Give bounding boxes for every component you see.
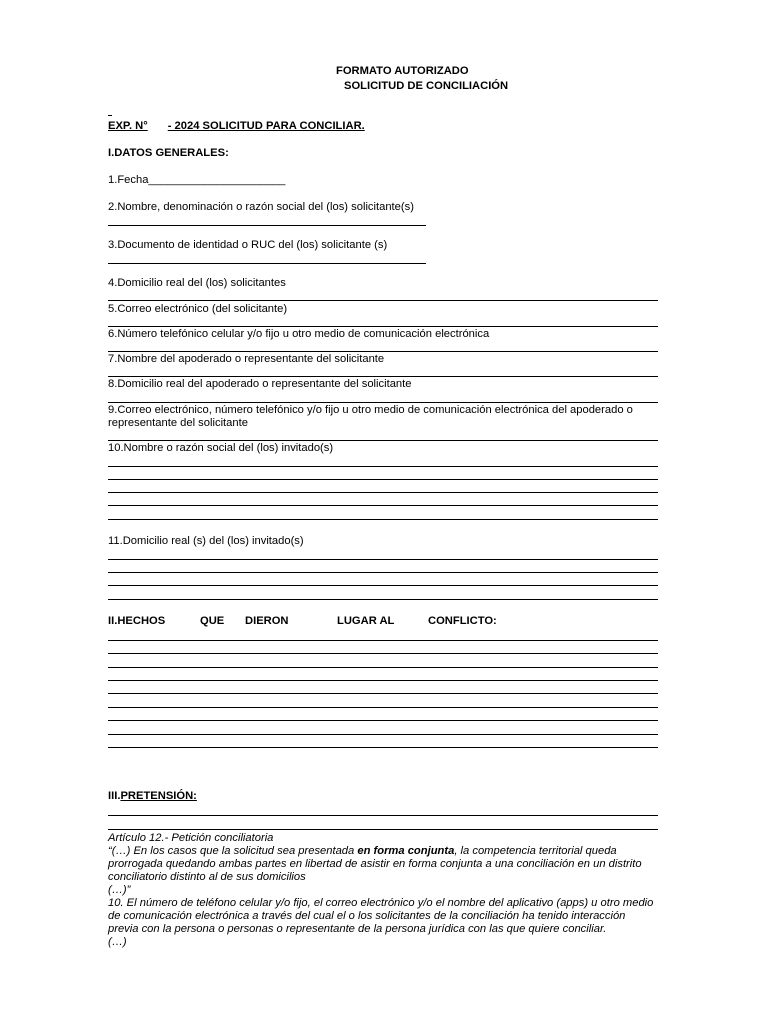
pretension-label: PRETENSIÓN: <box>120 790 197 802</box>
blank-line <box>108 492 658 493</box>
document-title: FORMATO AUTORIZADO <box>336 65 469 77</box>
blank-line <box>108 599 658 600</box>
article-title: Artículo 12.- Petición conciliatoria <box>108 832 274 844</box>
blank-line <box>108 376 658 377</box>
blank-line <box>108 402 658 403</box>
article-ellipsis: (…)” <box>108 884 131 896</box>
section-pretension-title <box>108 790 197 803</box>
exp-line <box>108 120 365 133</box>
field-correo-apoderado: 9.Correo electrónico, número telefónico y/o fijo u otro medio de comunicación electrónica del apoderado o representante del solicitante <box>108 404 633 429</box>
blank-line <box>108 466 658 467</box>
blank-line <box>108 693 658 694</box>
field-fecha: 1.Fecha______________________ <box>108 174 286 186</box>
field-nombre-solicitante: 2.Nombre, denominación o razón social del (los) solicitante(s) <box>108 201 414 213</box>
hechos-word: LUGAR AL <box>337 615 395 627</box>
section-datos-generales-title: I.DATOS GENERALES: <box>108 147 229 159</box>
blank-line <box>108 747 658 748</box>
blank-line <box>108 585 658 586</box>
field-domicilio-solicitante: 4.Domicilio real del (los) solicitantes <box>108 277 286 289</box>
blank-line <box>108 505 658 506</box>
blank-line <box>108 707 658 708</box>
blank-line <box>108 519 658 520</box>
hechos-word: QUE <box>200 615 225 627</box>
blank-line <box>108 829 658 830</box>
blank-line <box>108 640 658 641</box>
blank-line <box>108 653 658 654</box>
field-nombre-apoderado: 7.Nombre del apoderado o representante del solicitante <box>108 353 385 365</box>
field-telefono-solicitante: 6.Número telefónico celular y/o fijo u otro medio de comunicación electrónica <box>108 328 490 340</box>
blank-line <box>108 559 658 560</box>
article-ellipsis-end: (…) <box>108 936 127 948</box>
hechos-word: CONFLICTO: <box>428 615 497 627</box>
blank-line <box>108 440 658 441</box>
document-subtitle: SOLICITUD DE CONCILIACIÓN <box>344 80 509 92</box>
blank-line <box>108 479 658 480</box>
article-paragraph: “(…) En los casos que la solicitud sea presentada en forma conjunta, la competencia territorial queda prorrogada quedando ambas partes en libertad de asistir en forma conjunta a una conciliación en un distrito conciliatorio distinto al de sus domicilios <box>108 845 642 883</box>
blank-line <box>108 351 658 352</box>
blank-line <box>108 720 658 721</box>
blank-line <box>108 734 658 735</box>
blank-line <box>108 300 658 301</box>
section-hechos-title <box>108 615 658 629</box>
blank-line <box>108 572 658 573</box>
blank-line <box>108 263 426 264</box>
field-domicilio-invitado: 11.Domicilio real (s) del (los) invitado(s) <box>108 535 304 547</box>
article-emphasis: en forma conjunta <box>357 845 455 857</box>
exp-suffix: - 2024 SOLICITUD PARA CONCILIAR. <box>167 120 365 132</box>
legal-note <box>108 832 658 949</box>
blank-line <box>108 815 658 816</box>
field-domicilio-apoderado: 8.Domicilio real del apoderado o representante del solicitante <box>108 378 412 390</box>
stray-mark <box>108 115 112 116</box>
blank-line <box>108 326 658 327</box>
article-item-10: 10. El número de teléfono celular y/o fijo, el correo electrónico y/o el nombre del aplicativo (apps) u otro medio de comunicación electrónica a través del cual el o los solicitantes de la conciliación ha tenido interacción previa con la persona o personas o representante de la persona jurídica con las que quiere conciliar. <box>108 897 654 935</box>
field-documento-identidad: 3.Documento de identidad o RUC del (los) solicitante (s) <box>108 239 388 251</box>
field-nombre-invitado: 10.Nombre o razón social del (los) invitado(s) <box>108 442 334 454</box>
exp-prefix: EXP. N° <box>108 120 148 132</box>
pretension-prefix: III. <box>108 790 121 802</box>
hechos-word: DIERON <box>245 615 289 627</box>
blank-line <box>108 225 426 226</box>
blank-line <box>108 680 658 681</box>
hechos-word: II.HECHOS <box>108 615 166 627</box>
blank-line <box>108 667 658 668</box>
field-correo-solicitante: 5.Correo electrónico (del solicitante) <box>108 303 288 315</box>
